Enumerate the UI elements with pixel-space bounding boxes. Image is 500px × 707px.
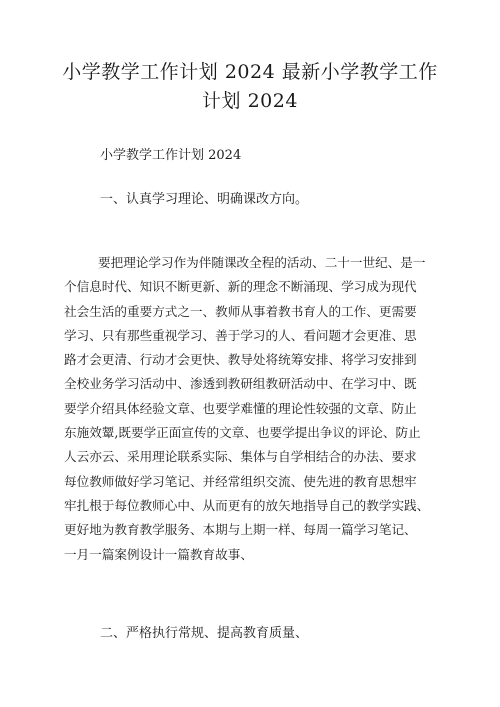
paragraph-line: 要把理论学习作为伴随课改全程的活动、二十一世纪、是一 <box>98 255 426 270</box>
paragraph-line: 更好地为教育教学服务、本期与上期一样、每周一篇学习笔记、 <box>64 522 417 538</box>
paragraph-line: 每位教师做好学习笔记、并经常组织交流、使先进的教育思想牢 <box>64 473 417 489</box>
paragraph-line: 要学介绍具体经验文章、也要学难懂的理论性较强的文章、防止 <box>64 400 417 416</box>
section-heading-1: 一、认真学习理论、明确课改方向。 <box>100 192 309 207</box>
body-paragraph <box>64 251 444 567</box>
document-title <box>60 58 440 116</box>
title-line-2: 计划 2024 <box>202 90 298 112</box>
paragraph-line: 学习、只有那些重视学习、善于学习的人、看问题才会更准、思 <box>64 327 417 343</box>
paragraph-line: 一月一篇案例设计一篇教育故事、 <box>64 546 253 562</box>
paragraph-line: 个信息时代、知识不断更新、新的理念不断涌现、学习成为现代 <box>64 279 417 295</box>
document-subtitle: 小学教学工作计划 2024 <box>100 148 242 163</box>
paragraph-line: 路才会更清、行动才会更快、教导处将统筹安排、将学习安排到 <box>64 352 417 368</box>
paragraph-line: 牢扎根于每位教师心中、从而更有的放矢地指导自己的教学实践、 <box>64 497 430 513</box>
section-heading-2: 二、严格执行常规、提高教育质量、 <box>100 626 309 641</box>
paragraph-line: 社会生活的重要方式之一、教师从事着教书育人的工作、更需要 <box>64 303 417 319</box>
paragraph-line: 人云亦云、采用理论联系实际、集体与自学相结合的办法、要求 <box>64 449 417 465</box>
title-line-1: 小学教学工作计划 2024 最新小学教学工作 <box>62 61 438 83</box>
paragraph-line: 东施效颦,既要学正面宣传的文章、也要学提出争议的评论、防止 <box>64 425 421 441</box>
paragraph-line: 全校业务学习活动中、渗透到教研组教研活动中、在学习中、既 <box>64 376 417 392</box>
